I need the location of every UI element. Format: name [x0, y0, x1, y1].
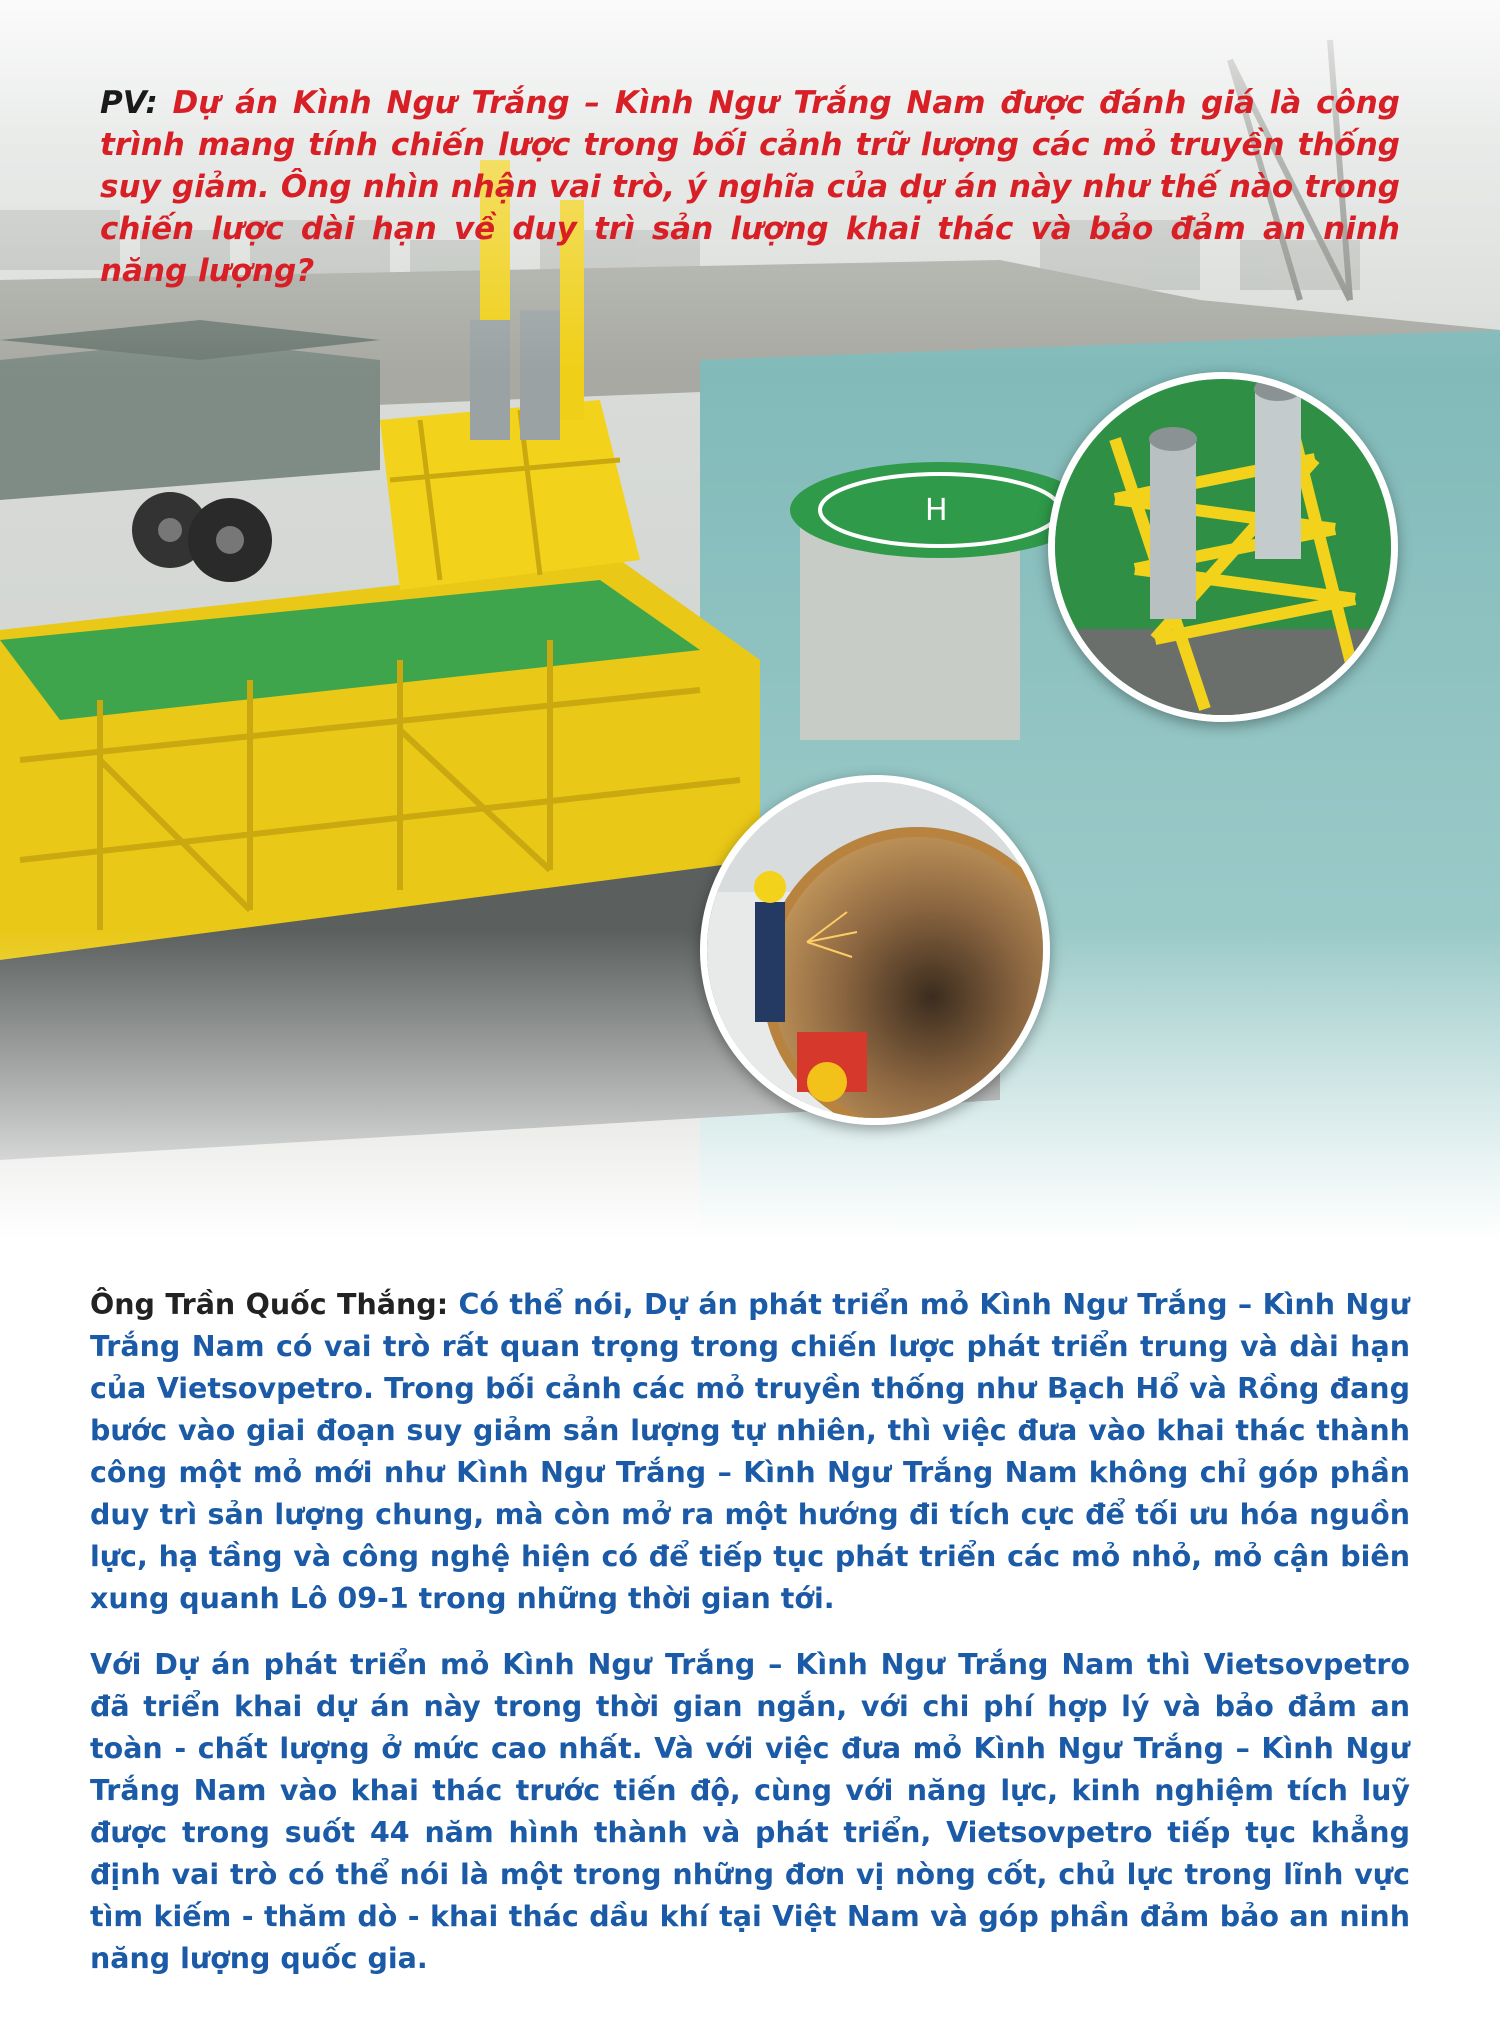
pipe-welding-illustration — [707, 782, 1043, 1118]
welding-photo — [700, 775, 1050, 1125]
question-text: Dự án Kình Ngư Trắng – Kình Ngư Trắng Nam được đánh giá là công trình mang tính chiến lược trong bối cảnh trữ lượng các mỏ truyền thống suy giảm. Ông nhìn nhận vai trò, ý nghĩa của dự án này như thế nào trong chiến lược dài hạn về duy trì sản lượng khai thác và bảo đảm an ninh năng lượng? — [100, 85, 1401, 289]
interview-question — [100, 82, 1400, 292]
question-lead: PV: — [100, 85, 158, 121]
jacket-photo — [1048, 372, 1398, 722]
jacket-structure-illustration — [1055, 379, 1391, 715]
answer-paragraph-2: Với Dự án phát triển mỏ Kình Ngư Trắng – Kình Ngư Trắng Nam thì Vietsovpetro đã triển khai dự án này trong thời gian ngắn, với chi phí hợp lý và bảo đảm an toàn - chất lượng ở mức cao nhất. Và với việc đưa mỏ Kình Ngư Trắng – Kình Ngư Trắng Nam vào khai thác trước tiến độ, cùng với năng lực, kinh nghiệm tích luỹ được trong suốt 44 năm hình thành và phát triển, Vietsovpetro tiếp tục khẳng định vai trò có thể nói là một trong những đơn vị nòng cốt, chủ lực trong lĩnh vực tìm kiếm - thăm dò - khai thác dầu khí tại Việt Nam và góp phần đảm bảo an ninh năng lượng quốc gia. — [90, 1648, 1410, 1975]
speaker-name: Ông Trần Quốc Thắng: — [90, 1288, 449, 1321]
answer-paragraph-1 — [90, 1284, 1410, 1620]
answer-paragraph-1-text: Có thể nói, Dự án phát triển mỏ Kình Ngư Trắng – Kình Ngư Trắng Nam có vai trò rất quan trọng trong chiến lược phát triển trung và dài hạn của Vietsovpetro. Trong bối cảnh các mỏ truyền thống như Bạch Hổ và Rồng đang bước vào giai đoạn suy giảm sản lượng tự nhiên, thì việc đưa vào khai thác thành công một mỏ mới như Kình Ngư Trắng – Kình Ngư Trắng Nam không chỉ góp phần duy trì sản lượng chung, mà còn mở ra một hướng đi tích cực để tối ưu hóa nguồn lực, hạ tầng và công nghệ hiện có để tiếp tục phát triển các mỏ nhỏ, mỏ cận biên xung quanh Lô 09-1 trong những thời gian tới. — [90, 1288, 1410, 1615]
interview-answer — [90, 1284, 1410, 2004]
